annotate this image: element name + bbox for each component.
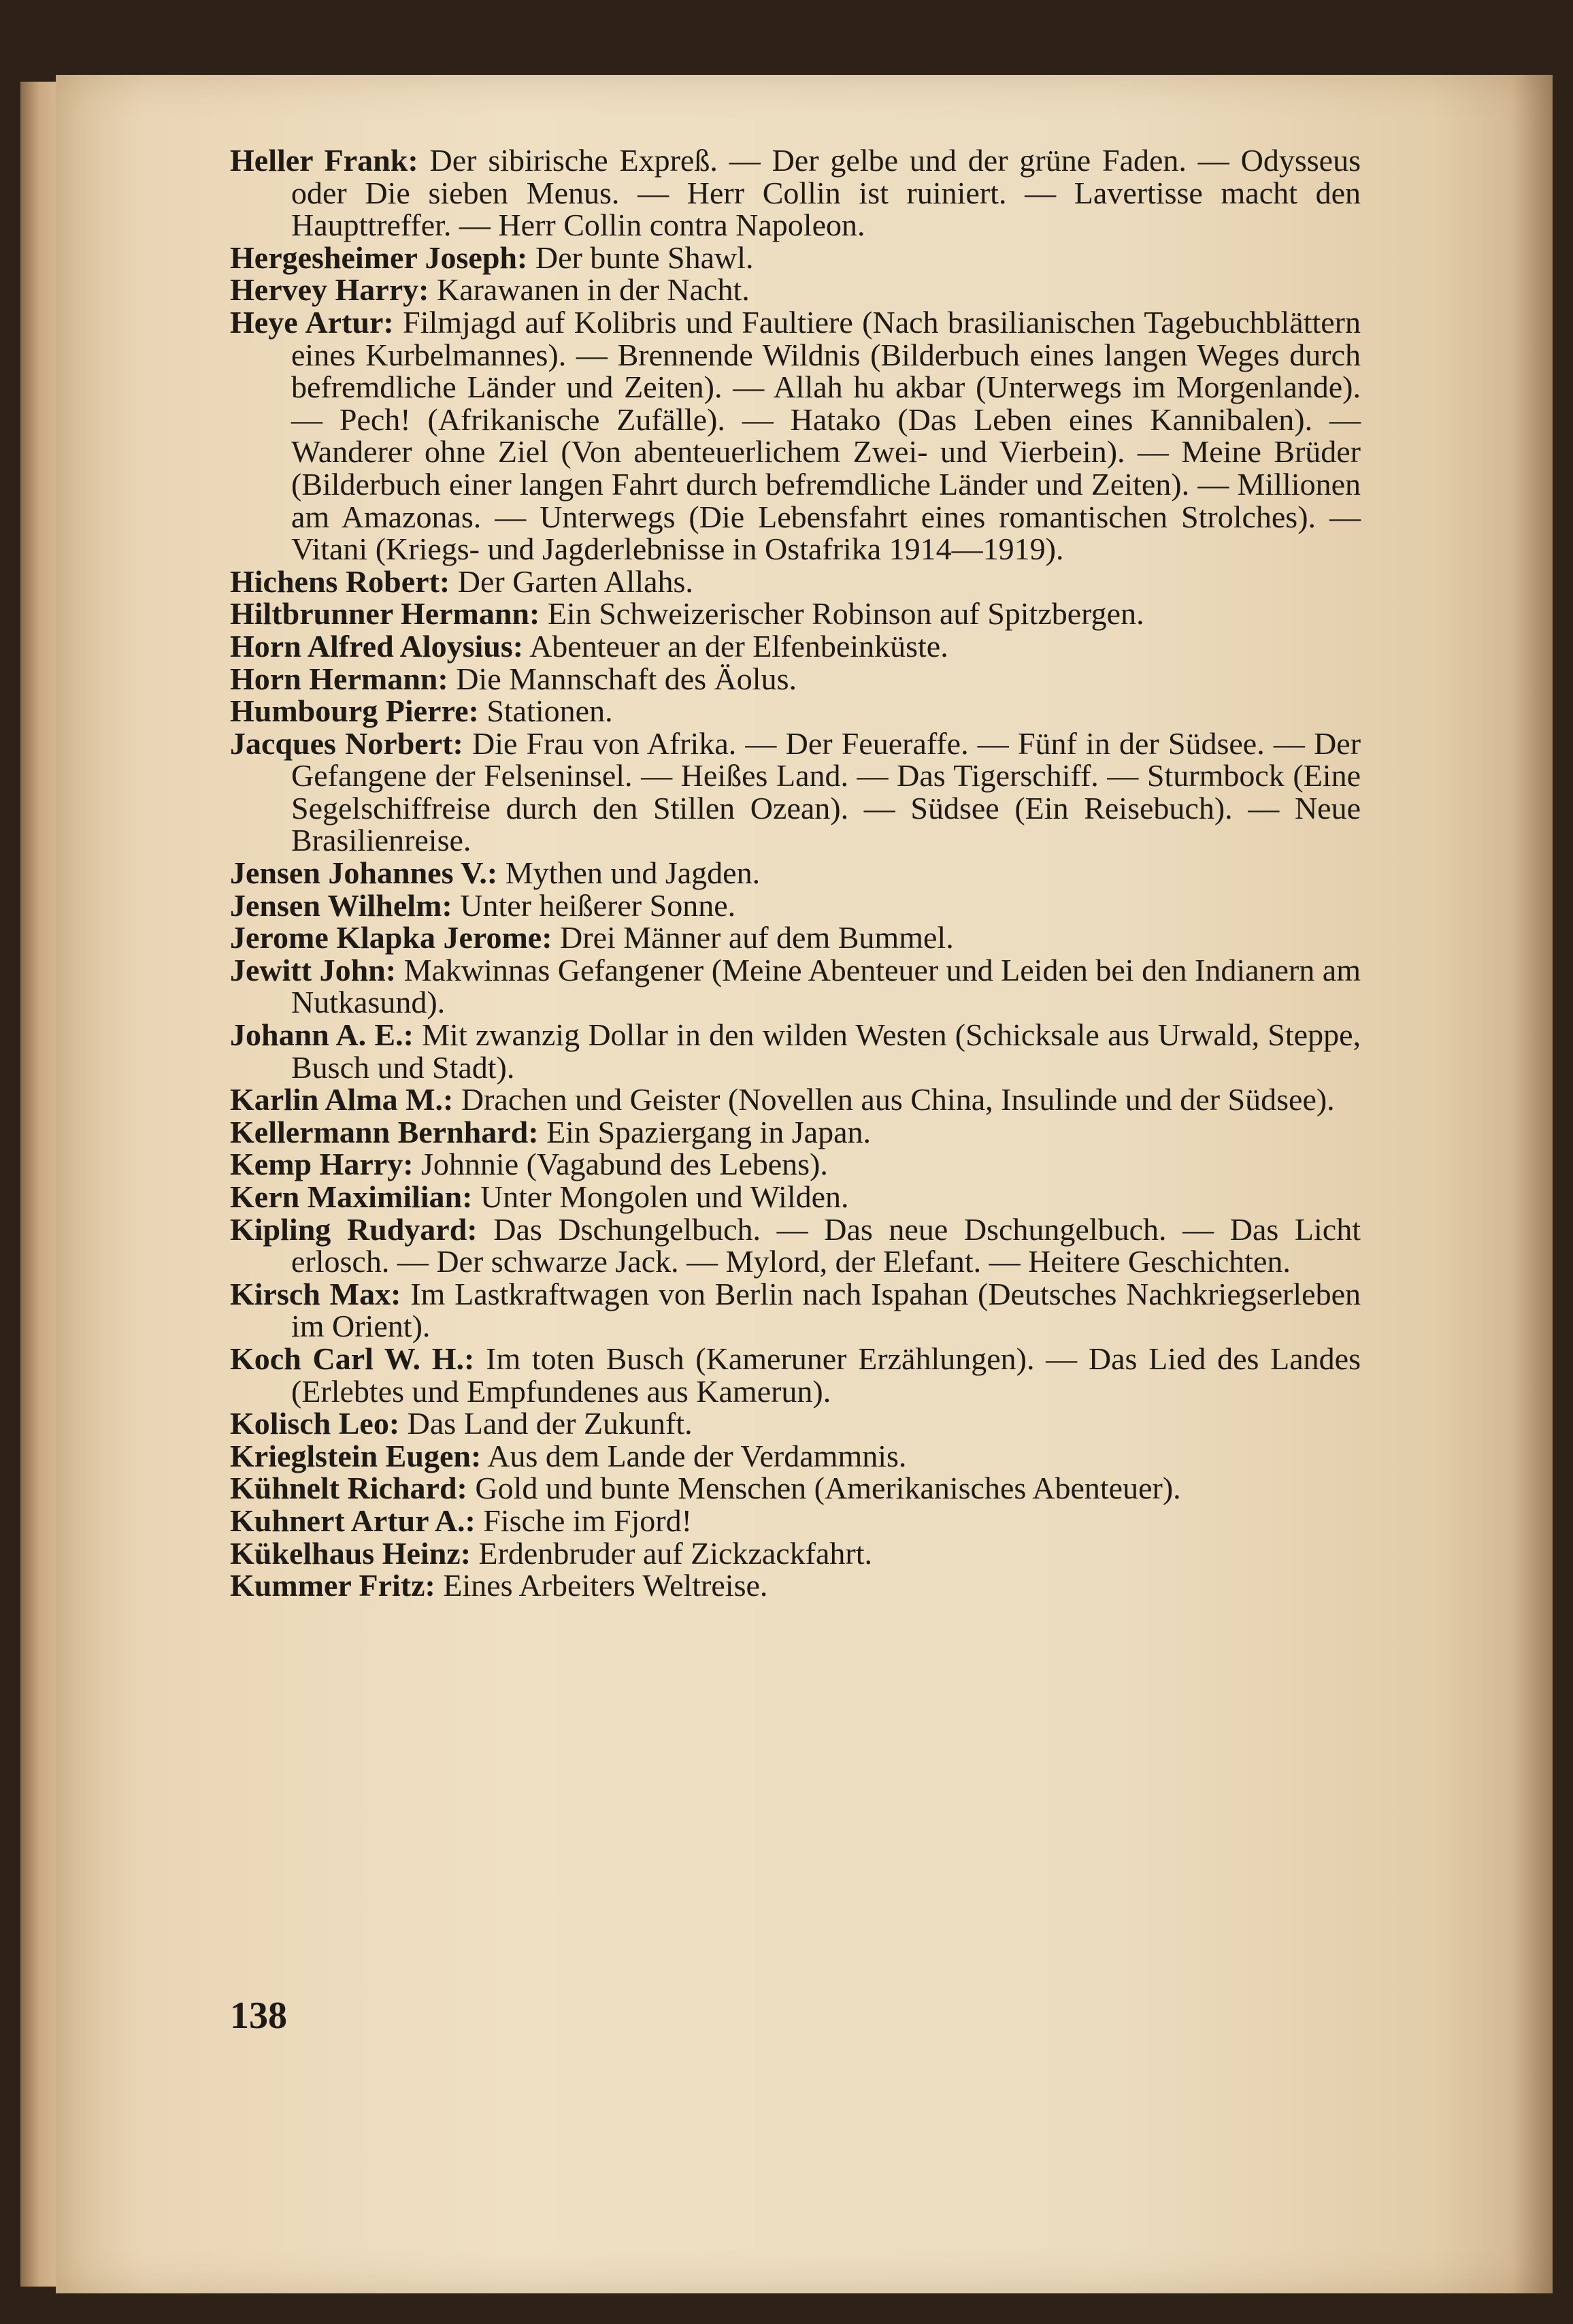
work-titles: Im toten Busch (Kameruner Erzählungen). — Das Lied des Landes (Erlebtes und Empfundenes aus Kamerun). bbox=[291, 1341, 1361, 1409]
bibliography-entry bbox=[230, 242, 1361, 274]
author-name: Humbourg Pierre: bbox=[230, 693, 479, 729]
work-titles: Gold und bunte Menschen (Amerikanisches Abenteuer). bbox=[475, 1471, 1181, 1506]
work-titles: Die Mannschaft des Äolus. bbox=[456, 661, 797, 696]
bibliography-entry bbox=[230, 1569, 1361, 1602]
bibliography-entry bbox=[230, 857, 1361, 889]
author-name: Kellermann Bernhard: bbox=[230, 1114, 539, 1149]
author-name: Koch Carl W. H.: bbox=[230, 1341, 475, 1376]
author-name: Kühnelt Richard: bbox=[230, 1471, 467, 1506]
work-titles: Im Lastkraftwagen von Berlin nach Ispahan (Deutsches Nachkriegserleben im Orient). bbox=[291, 1276, 1361, 1344]
author-name: Kern Maximilian: bbox=[230, 1179, 473, 1214]
page-number: 138 bbox=[230, 1995, 287, 2037]
author-name: Jerome Klapka Jerome: bbox=[230, 920, 552, 955]
work-titles: Das Land der Zukunft. bbox=[407, 1406, 693, 1441]
bibliography-entry bbox=[230, 1148, 1361, 1181]
author-name: Kipling Rudyard: bbox=[230, 1211, 478, 1247]
work-titles: Drachen und Geister (Novellen aus China, Insulinde und der Südsee). bbox=[461, 1082, 1335, 1117]
author-name: Horn Hermann: bbox=[230, 661, 448, 696]
bibliography-entry bbox=[230, 1407, 1361, 1440]
work-titles: Das Dschungelbuch. — Das neue Dschungelbuch. — Das Licht erlosch. — Der schwarze Jack. — Mylord, der Elefant. — Heitere Geschichten. bbox=[291, 1211, 1361, 1279]
author-name: Kirsch Max: bbox=[230, 1276, 401, 1311]
bibliography-entry bbox=[230, 1537, 1361, 1570]
work-titles: Der bunte Shawl. bbox=[535, 240, 754, 275]
author-name: Kolisch Leo: bbox=[230, 1406, 400, 1441]
author-name: Hervey Harry: bbox=[230, 272, 429, 308]
author-name: Krieglstein Eugen: bbox=[230, 1438, 482, 1473]
work-titles: Ein Spaziergang in Japan. bbox=[546, 1114, 871, 1149]
author-name: Kuhnert Artur A.: bbox=[230, 1503, 476, 1538]
bibliography-list bbox=[230, 144, 1361, 1602]
author-name: Jewitt John: bbox=[230, 952, 397, 987]
work-titles: Aus dem Lande der Verdammnis. bbox=[487, 1438, 907, 1473]
bibliography-entry bbox=[230, 306, 1361, 566]
work-titles: Erdenbruder auf Zickzackfahrt. bbox=[478, 1535, 873, 1571]
work-titles: Drei Männer auf dem Bummel. bbox=[560, 920, 954, 955]
author-name: Hergesheimer Joseph: bbox=[230, 240, 528, 275]
bibliography-entry bbox=[230, 1213, 1361, 1278]
bibliography-entry bbox=[230, 1343, 1361, 1407]
work-titles: Mit zwanzig Dollar in den wilden Westen (Schicksale aus Urwald, Steppe, Busch und Stadt). bbox=[291, 1017, 1361, 1085]
bibliography-entry bbox=[230, 563, 1361, 599]
work-titles: Stationen. bbox=[486, 693, 613, 729]
bibliography-entry bbox=[230, 598, 1361, 630]
author-name: Kükelhaus Heinz: bbox=[230, 1535, 471, 1571]
bibliography-entry bbox=[230, 663, 1361, 695]
work-titles: Unter Mongolen und Wilden. bbox=[480, 1179, 849, 1214]
bibliography-entry bbox=[230, 1505, 1361, 1537]
work-titles: Johnnie (Vagabund des Lebens). bbox=[421, 1147, 828, 1182]
author-name: Horn Alfred Aloysius: bbox=[230, 628, 524, 664]
bibliography-entry bbox=[230, 1116, 1361, 1149]
author-name: Jacques Norbert: bbox=[230, 725, 463, 761]
bibliography-entry bbox=[230, 144, 1361, 242]
author-name: Kummer Fritz: bbox=[230, 1568, 435, 1603]
work-titles: Abenteuer an der Elfenbeinküste. bbox=[529, 628, 948, 664]
bibliography-entry bbox=[230, 1181, 1361, 1213]
bibliography-entry bbox=[230, 1083, 1361, 1116]
work-titles: Eines Arbeiters Weltreise. bbox=[443, 1568, 768, 1603]
author-name: Jensen Johannes V.: bbox=[230, 855, 498, 891]
bibliography-entry bbox=[230, 727, 1361, 857]
bibliography-entry bbox=[230, 889, 1361, 922]
work-titles: Unter heißerer Sonne. bbox=[460, 887, 736, 923]
bibliography-entry bbox=[230, 1440, 1361, 1473]
author-name: Heller Frank: bbox=[230, 143, 418, 178]
bibliography-entry bbox=[230, 954, 1361, 1019]
work-titles: Mythen und Jagden. bbox=[505, 855, 761, 891]
author-name: Karlin Alma M.: bbox=[230, 1082, 454, 1117]
work-titles: Makwinnas Gefangener (Meine Abenteuer und Leiden bei den Indianern am Nutkasund). bbox=[291, 952, 1361, 1020]
work-titles: Der Garten Allahs. bbox=[457, 563, 693, 599]
bibliography-entry bbox=[230, 274, 1361, 306]
bibliography-entry bbox=[230, 1019, 1361, 1083]
work-titles: Ein Schweizerischer Robinson auf Spitzbergen. bbox=[547, 596, 1144, 632]
bibliography-entry bbox=[230, 630, 1361, 663]
author-name: Hichens Robert: bbox=[230, 563, 450, 599]
author-name: Hiltbrunner Hermann: bbox=[230, 596, 540, 632]
author-name: Kemp Harry: bbox=[230, 1147, 414, 1182]
bibliography-entry bbox=[230, 1278, 1361, 1343]
author-name: Jensen Wilhelm: bbox=[230, 887, 452, 923]
work-titles: Die Frau von Afrika. — Der Feueraffe. — Fünf in der Südsee. — Der Gefangene der Felseninsel. — Heißes Land. — Das Tigerschiff. — Sturmbock (Eine Segelschiffreise durch den Stillen Ozean). — Südsee (Ein Reisebuch). — Neue Brasilienreise. bbox=[291, 725, 1361, 858]
bibliography-entry bbox=[230, 1472, 1361, 1505]
gutter-shadow bbox=[1512, 75, 1553, 2293]
author-name: Heye Artur: bbox=[230, 304, 394, 340]
bibliography-entry bbox=[230, 921, 1361, 954]
work-titles: Der sibirische Expreß. — Der gelbe und der grüne Faden. — Odysseus oder Die sieben Menus. — Herr Collin ist ruiniert. — Lavertisse macht den Haupttreffer. — Herr Collin contra Napoleon. bbox=[291, 143, 1361, 243]
author-name: Johann A. E.: bbox=[230, 1017, 414, 1053]
work-titles: Fische im Fjord! bbox=[483, 1503, 692, 1538]
bibliography-entry bbox=[230, 695, 1361, 727]
work-titles: Filmjagd auf Kolibris und Faultiere (Nach brasilianischen Tagebuchblättern eines Kurbelmannes). — Brennende Wildnis (Bilderbuch eines langen Weges durch befremdliche Länder und Zeiten). — Allah hu akbar (Unterwegs im Morgenlande). — Pech! (Afrikanische Zufälle). — Hatako (Das Leben eines Kannibalen). — Wanderer ohne Ziel (Von abenteuerlichem Zwei- und Vierbein). — Meine Brüder (Bilderbuch einer langen Fahrt durch befremdliche Länder und Zeiten). — Millionen am Amazonas. — Unterwegs (Die Lebensfahrt eines romantischen Strolches). — Vitani (Kriegs- und Jagderlebnisse in Ostafrika 1914—1919). bbox=[291, 304, 1361, 567]
work-titles: Karawanen in der Nacht. bbox=[436, 272, 750, 308]
